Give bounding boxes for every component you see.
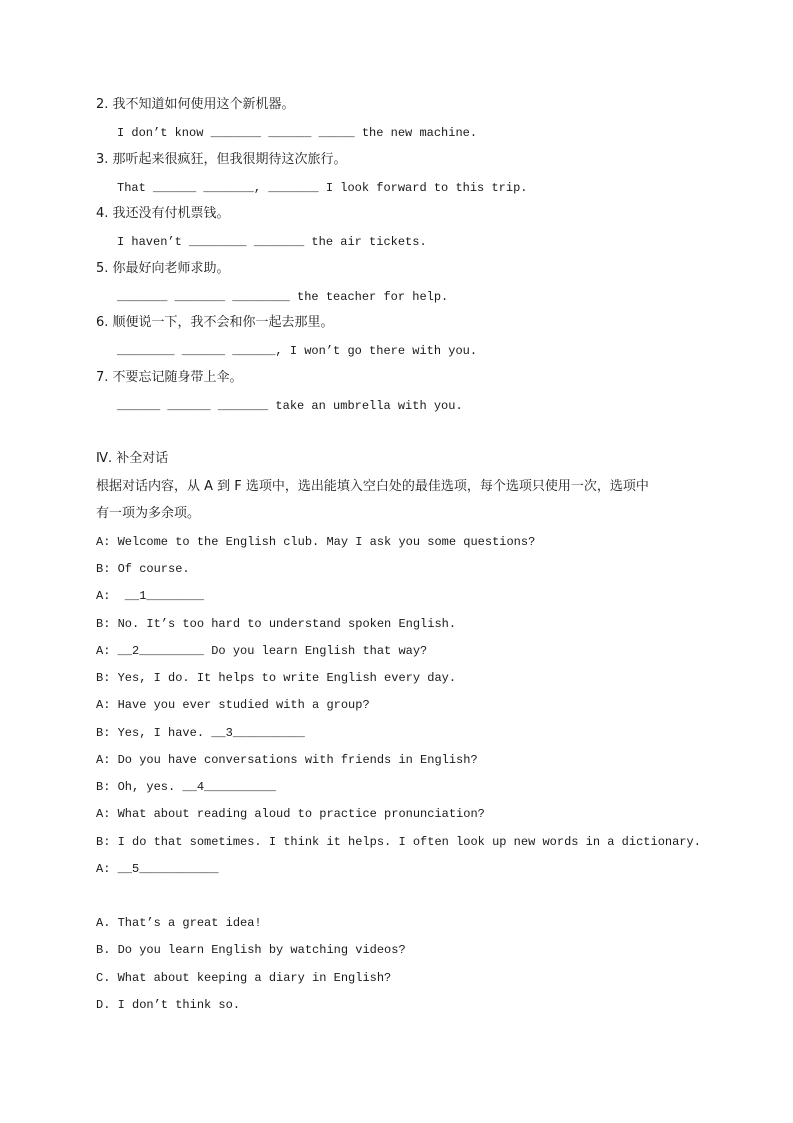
option-a: A. That’s a great idea! <box>96 916 262 930</box>
dialogue-line: A: Have you ever studied with a group? <box>96 698 370 712</box>
option-b: B. Do you learn English by watching videos? <box>96 943 406 957</box>
item-2-answer: I don’t know _______ ______ _____ the new machine. <box>117 126 478 140</box>
item-2-prompt: 2. 我不知道如何使用这个新机器。 <box>96 97 295 112</box>
item-3-answer: That ______ _______, _______ I look forward to this trip. <box>117 181 528 195</box>
dialogue-line: B: No. It’s too hard to understand spoken English. <box>96 617 457 631</box>
item-7-answer: ______ ______ _______ take an umbrella with you. <box>117 399 463 413</box>
dialogue-line: A: What about reading aloud to practice pronunciation? <box>96 807 485 821</box>
dialogue-line: A: Welcome to the English club. May I ask you some questions? <box>96 535 536 549</box>
section-instruction-line-1: 根据对话内容，从 A 到 F 选项中，选出能填入空白处的最佳选项，每个选项只使用一次，选项中 <box>96 479 649 494</box>
dialogue-blank-5: A: __5___________ <box>96 862 219 876</box>
item-4-answer: I haven’t ________ _______ the air tickets. <box>117 235 427 249</box>
dialogue-line: B: I do that sometimes. I think it helps. I often look up new words in a dictionary. <box>96 835 701 849</box>
dialogue-blank-2: A: __2_________ Do you learn English that way? <box>96 644 428 658</box>
section-heading: Ⅳ. 补全对话 <box>96 451 169 466</box>
section-instruction-line-2: 有一项为多余项。 <box>96 506 201 521</box>
item-5-answer: _______ _______ ________ the teacher for help. <box>117 290 449 304</box>
dialogue-line: A: Do you have conversations with friends in English? <box>96 753 478 767</box>
item-6-prompt: 6. 顺便说一下，我不会和你一起去那里。 <box>96 315 334 330</box>
option-d: D. I don’t think so. <box>96 998 241 1012</box>
item-3-prompt: 3. 那听起来很疯狂，但我很期待这次旅行。 <box>96 152 347 167</box>
item-4-prompt: 4. 我还没有付机票钱。 <box>96 206 230 221</box>
dialogue-blank-1: A: __1________ <box>96 589 205 603</box>
item-6-answer: ________ ______ ______, I won’t go there with you. <box>117 344 478 358</box>
dialogue-line: B: Of course. <box>96 562 190 576</box>
item-7-prompt: 7. 不要忘记随身带上伞。 <box>96 370 243 385</box>
dialogue-blank-3: B: Yes, I have. __3__________ <box>96 726 305 740</box>
dialogue-blank-4: B: Oh, yes. __4__________ <box>96 780 277 794</box>
item-5-prompt: 5. 你最好向老师求助。 <box>96 261 230 276</box>
dialogue-line: B: Yes, I do. It helps to write English every day. <box>96 671 457 685</box>
option-c: C. What about keeping a diary in English? <box>96 971 392 985</box>
